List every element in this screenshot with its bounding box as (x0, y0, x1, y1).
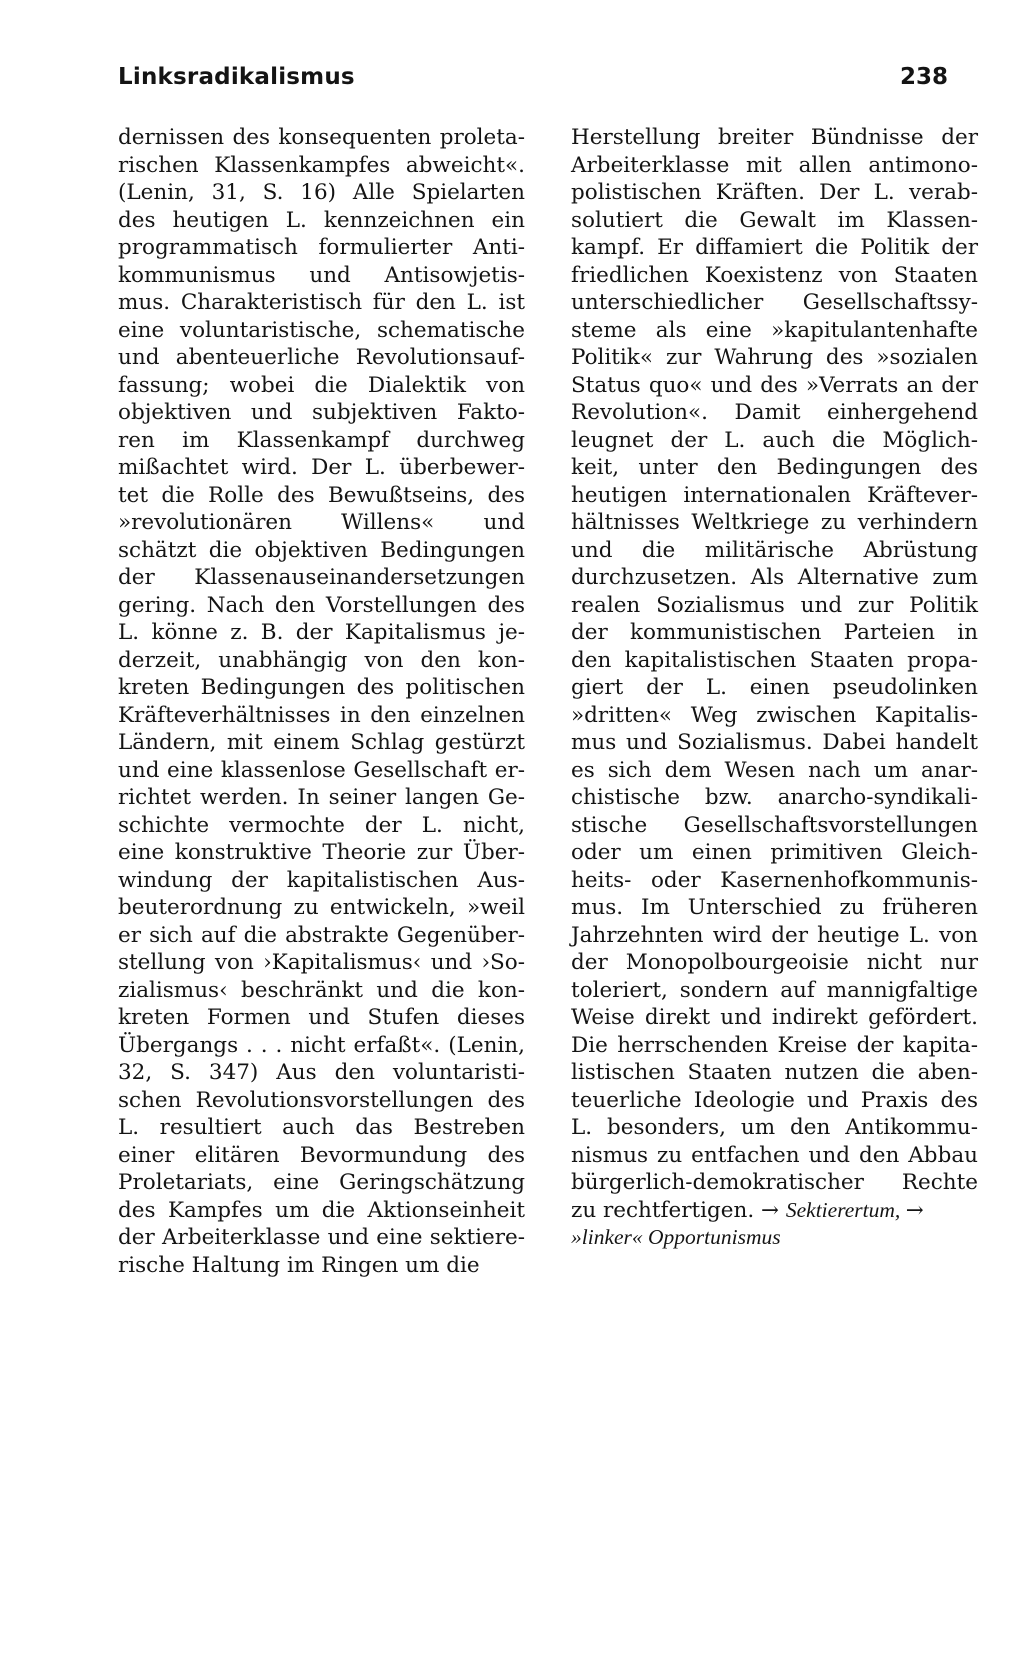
column-line: programmatisch formulierter Anti- (118, 235, 525, 260)
column-line: des heutigen L. kennzeichnen ein (118, 207, 525, 233)
column-line: L. resultiert auch das Bestreben (118, 1115, 525, 1140)
column-line: es sich dem Wesen nach um anar- (571, 757, 978, 783)
cross-reference-link[interactable]: Sektierertum, (785, 1197, 906, 1222)
column-line: er sich auf die abstrakte Gegenüber- (118, 922, 525, 948)
cross-reference-arrow-icon: → (905, 1197, 924, 1223)
column-line: derzeit, unabhängig von den kon- (118, 647, 525, 673)
closing-sentence: zu rechtfertigen. (571, 1197, 762, 1223)
column-line: (Lenin, 31, S. 16) Alle Spielarten (118, 180, 525, 205)
column-line: keit, unter den Bedingungen des (571, 455, 978, 480)
right-text-column (571, 124, 978, 1252)
column-line: Politik« zur Wahrung des »sozialen (571, 345, 978, 370)
column-line (571, 1197, 978, 1225)
column-line: und eine klassenlose Gesellschaft er- (118, 757, 525, 783)
column-line: kommunismus und Antisowjetis- (118, 262, 525, 288)
column-line: polistischen Kräften. Der L. verab- (571, 180, 978, 205)
column-line: eine konstruktive Theorie zur Über- (118, 840, 525, 865)
column-line: zialismus‹ beschränkt und die kon- (118, 977, 525, 1003)
column-line: »revolutionären Willens« und (118, 510, 525, 535)
column-line: gering. Nach den Vorstellungen des (118, 592, 525, 618)
column-line: kreten Bedingungen des politischen (118, 675, 525, 700)
column-line: solutiert die Gewalt im Klassen- (571, 207, 978, 233)
column-line: 32, S. 347) Aus den voluntaristi- (118, 1060, 525, 1085)
column-line: heutigen internationalen Kräftever- (571, 482, 978, 508)
column-line: kampf. Er diffamiert die Politik der (571, 235, 978, 260)
column-line: Status quo« und des »Verrats an der (571, 372, 978, 398)
column-line: friedlichen Koexistenz von Staaten (571, 262, 978, 288)
column-line: heits- oder Kasernenhofkommunis- (571, 867, 978, 893)
column-line: mus. Im Unterschied zu früheren (571, 895, 978, 920)
column-line: und abenteuerliche Revolutionsauf- (118, 345, 525, 370)
column-line: Revolution«. Damit einhergehend (571, 400, 978, 425)
column-line: hältnisses Weltkriege zu verhindern (571, 510, 978, 535)
column-line: den kapitalistischen Staaten propa- (571, 647, 978, 673)
column-line: einer elitären Bevormundung des (118, 1142, 525, 1168)
column-line: mißachtet wird. Der L. überbewer- (118, 455, 525, 480)
column-line: toleriert, sondern auf mannigfaltige (571, 977, 978, 1003)
column-line: ren im Klassenkampf durchweg (118, 427, 525, 453)
column-line: teuerliche Ideologie und Praxis des (571, 1087, 978, 1113)
column-line: durchzusetzen. Als Alternative zum (571, 565, 978, 590)
column-line: leugnet der L. auch die Möglich- (571, 427, 978, 453)
column-line: Die herrschenden Kreise der kapita- (571, 1032, 978, 1058)
column-line: des Kampfes um die Aktionseinheit (118, 1197, 525, 1223)
column-line: eine voluntaristische, schematische (118, 317, 525, 343)
column-line: steme als eine »kapitulantenhafte (571, 317, 978, 343)
column-line: Kräfteverhältnisses in den einzelnen (118, 702, 525, 728)
column-line: bürgerlich-demokratischer Rechte (571, 1170, 978, 1195)
column-line: der Arbeiterklasse und eine sektiere- (118, 1225, 525, 1250)
column-line: mus und Sozialismus. Dabei handelt (571, 730, 978, 755)
column-line: richtet werden. In seiner langen Ge- (118, 785, 525, 810)
column-line: Arbeiterklasse mit allen antimono- (571, 152, 978, 178)
column-line: L. besonders, um den Antikommu- (571, 1115, 978, 1140)
column-line: realen Sozialismus und zur Politik (571, 592, 978, 618)
column-line (571, 1224, 978, 1252)
column-line: objektiven und subjektiven Fakto- (118, 400, 525, 425)
column-line: Weise direkt und indirekt gefördert. (571, 1005, 978, 1030)
column-line: schichte vermochte der L. nicht, (118, 812, 525, 838)
column-line: schätzt die objektiven Bedingungen (118, 537, 525, 563)
column-line: rische Haltung im Ringen um die (118, 1252, 480, 1278)
column-line: mus. Charakteristisch für den L. ist (118, 290, 525, 315)
column-line: windung der kapitalistischen Aus- (118, 867, 525, 893)
column-line: der Klassenauseinandersetzungen (118, 565, 525, 590)
column-line: und die militärische Abrüstung (571, 537, 978, 563)
column-line: Herstellung breiter Bündnisse der (571, 125, 978, 150)
column-line: Proletariats, eine Geringschätzung (118, 1170, 525, 1195)
column-line: Jahrzehnten wird der heutige L. von (571, 922, 978, 948)
page-number: 238 (900, 64, 949, 90)
column-line: fassung; wobei die Dialektik von (118, 372, 525, 398)
column-line: chistische bzw. anarcho-syndikali- (571, 785, 978, 810)
column-line: nismus zu entfachen und den Abbau (571, 1142, 978, 1168)
column-line: beuterordnung zu entwickeln, »weil (118, 895, 525, 920)
column-line: Ländern, mit einem Schlag gestürzt (118, 730, 525, 755)
column-line: stische Gesellschaftsvorstellungen (571, 812, 978, 838)
column-line: stellung von ›Kapitalismus‹ und ›So- (118, 950, 525, 975)
column-line: schen Revolutionsvorstellungen des (118, 1087, 525, 1113)
column-line: der kommunistischen Parteien in (571, 620, 978, 645)
column-line: rischen Klassenkampfes abweicht«. (118, 152, 525, 178)
column-line: oder um einen primitiven Gleich- (571, 840, 978, 865)
column-line: listischen Staaten nutzen die aben- (571, 1060, 978, 1085)
column-line: tet die Rolle des Bewußtseins, des (118, 482, 525, 508)
column-line: der Monopolbourgeoisie nicht nur (571, 950, 978, 975)
column-line: kreten Formen und Stufen dieses (118, 1005, 525, 1030)
column-line: unterschiedlicher Gesellschaftssy- (571, 290, 978, 315)
column-line: dernissen des konsequenten proleta- (118, 125, 525, 150)
column-line: Übergangs . . . nicht erfaßt«. (Lenin, (118, 1032, 525, 1058)
running-head-term: Linksradikalismus (118, 64, 355, 90)
column-line: giert der L. einen pseudolinken (571, 675, 978, 700)
cross-reference-arrow-icon: → (761, 1197, 780, 1223)
cross-reference-link[interactable]: »linker« Opportunismus (571, 1225, 781, 1249)
column-line: »dritten« Weg zwischen Kapitalis- (571, 702, 978, 728)
left-text-column (118, 124, 525, 1279)
column-line: L. könne z. B. der Kapitalismus je- (118, 620, 525, 645)
